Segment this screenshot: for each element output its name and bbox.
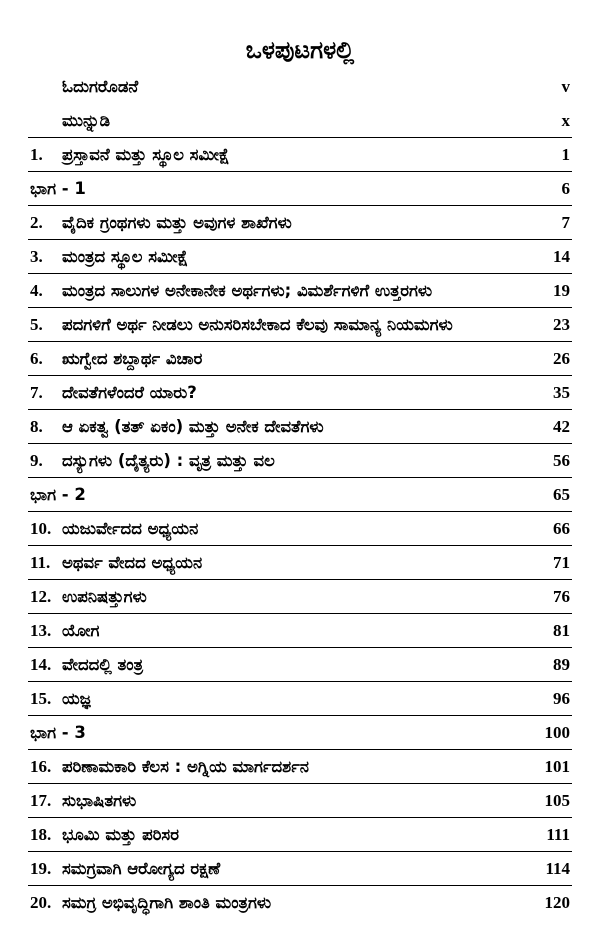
toc-page-number: 76 (553, 587, 570, 606)
toc-page-number: 7 (561, 213, 570, 232)
toc-entry-title: ಋಗ್ವೇದ ಶಬ್ದಾರ್ಥ ವಿಚಾರ (62, 349, 203, 368)
toc-page-number: 14 (553, 247, 570, 266)
toc-entry-number: 1. (30, 145, 43, 164)
toc-page-number: 111 (546, 825, 570, 844)
toc-entry-number: 9. (30, 451, 43, 470)
toc-entry-title: ಪದಗಳಿಗೆ ಅರ್ಥ ನೀಡಲು ಅನುಸರಿಸಬೇಕಾದ ಕೆಲವು ಸಾಮಾನ್ಯ ನಿಯಮಗಳು (62, 315, 453, 334)
toc-entry-number: 15. (30, 689, 52, 708)
toc-entry-number: 4. (30, 281, 43, 300)
toc-page-number: 81 (553, 621, 570, 640)
toc-entry-title: ಆ ಏಕತ್ವ (ತತ್ ಏಕಂ) ಮತ್ತು ಅನೇಕ ದೇವತೆಗಳು (62, 417, 324, 436)
toc-entry-title: ಉಪನಿಷತ್ತುಗಳು (62, 587, 147, 606)
toc-entry-title: ದೇವತೆಗಳೆಂದರೆ ಯಾರು? (62, 383, 197, 402)
toc-entry-number: 20. (30, 893, 52, 912)
toc-entry-title: ಯೋಗ (62, 621, 100, 640)
toc-entry-number: 12. (30, 587, 52, 606)
toc-page-number: 105 (544, 791, 570, 810)
toc-page-number: 19 (553, 281, 570, 300)
toc-entry (0, 852, 600, 886)
toc-page-number: 56 (553, 451, 570, 470)
toc-entry (0, 410, 600, 444)
toc-entry-title: ಪರಿಣಾಮಕಾರಿ ಕೆಲಸ : ಅಗ್ನಿಯ ಮಾರ್ಗದರ್ಶನ (62, 757, 309, 776)
toc-entry (0, 512, 600, 546)
toc-part-label: ಭಾಗ - 1 (30, 179, 86, 198)
toc-entry (0, 104, 600, 138)
toc-page-number: 23 (553, 315, 570, 334)
toc-page-number: 1 (561, 145, 570, 164)
toc-entry-title: ಸಮಗ್ರವಾಗಿ ಆರೋಗ್ಯದ ರಕ್ಷಣೆ (62, 859, 221, 878)
toc-entry (0, 70, 600, 104)
toc-entry (0, 546, 600, 580)
toc-entry (0, 682, 600, 716)
toc-page-number: 26 (553, 349, 570, 368)
toc-entry (0, 444, 600, 478)
toc-entry-title: ಮಂತ್ರದ ಸಾಲುಗಳ ಅನೇಕಾನೇಕ ಅರ್ಥಗಳು; ವಿಮರ್ಶೆಗಳಿಗೆ ಉತ್ತರಗಳು (62, 281, 433, 300)
toc-entry-title: ಸಮಗ್ರ ಅಭಿವೃದ್ಧಿಗಾಗಿ ಶಾಂತಿ ಮಂತ್ರಗಳು (62, 893, 272, 912)
toc-entry-number: 8. (30, 417, 43, 436)
toc-entry (0, 784, 600, 818)
toc-page-number: 71 (553, 553, 570, 572)
toc-entry-number: 2. (30, 213, 43, 232)
toc-entry (0, 886, 600, 920)
toc-entry-title: ಓದುಗರೊಡನೆ (62, 77, 139, 96)
toc-entry-title: ಅಥರ್ವ ವೇದದ ಅಧ್ಯಯನ (62, 553, 203, 572)
toc-entry-title: ವೇದದಲ್ಲಿ ತಂತ್ರ (62, 655, 144, 674)
toc-entry (0, 376, 600, 410)
toc-entry (0, 206, 600, 240)
toc-page-number: v (561, 77, 570, 96)
toc-page-number: 89 (553, 655, 570, 674)
toc-page-number: 120 (544, 893, 570, 912)
toc-entry (0, 342, 600, 376)
toc-entry-title: ಪ್ರಸ್ತಾವನೆ ಮತ್ತು ಸ್ಥೂಲ ಸಮೀಕ್ಷೆ (62, 145, 230, 164)
toc-entry (0, 138, 600, 172)
toc-page-number: 101 (544, 757, 570, 776)
toc-entry-title: ದಸ್ಯುಗಳು (ದೈತ್ಯರು) : ವೃತ್ರ ಮತ್ತು ವಲ (62, 451, 275, 470)
page-title: ಒಳಪುಟಗಳಲ್ಲಿ (245, 36, 355, 64)
toc-entry-title: ವೈದಿಕ ಗ್ರಂಥಗಳು ಮತ್ತು ಅವುಗಳ ಶಾಖೆಗಳು (62, 213, 292, 232)
toc-entry (0, 308, 600, 342)
toc-entry-title: ಭೂಮಿ ಮತ್ತು ಪರಿಸರ (62, 825, 179, 844)
toc-part-label: ಭಾಗ - 2 (30, 485, 86, 504)
toc-entry (0, 648, 600, 682)
toc-page-number: 35 (553, 383, 570, 402)
toc-entry-title: ಸುಭಾಷಿತಗಳು (62, 791, 137, 810)
toc-entry (0, 580, 600, 614)
toc-page-number: 65 (553, 485, 570, 504)
toc-part-heading (0, 172, 600, 206)
toc-entry-number: 3. (30, 247, 43, 266)
toc-entry-number: 17. (30, 791, 52, 810)
toc-entry-number: 10. (30, 519, 52, 538)
toc-entry-number: 11. (30, 553, 51, 572)
toc-entry-title: ಮುನ್ನುಡಿ (62, 111, 110, 130)
toc-page-number: 6 (561, 179, 570, 198)
toc-page-number: 114 (545, 859, 570, 878)
toc-entry-title: ಯಜ್ಞ (62, 689, 91, 708)
toc-entry (0, 614, 600, 648)
toc-page-number: 42 (553, 417, 570, 436)
toc-entry-number: 5. (30, 315, 43, 334)
toc-entry-number: 7. (30, 383, 43, 402)
toc-entry-number: 18. (30, 825, 52, 844)
toc-page-number: 96 (553, 689, 570, 708)
toc-entry (0, 818, 600, 852)
toc-entry (0, 750, 600, 784)
toc-entry-title: ಮಂತ್ರದ ಸ್ಥೂಲ ಸಮೀಕ್ಷೆ (62, 247, 189, 266)
toc-list (0, 70, 600, 920)
toc-entry (0, 274, 600, 308)
toc-entry-number: 19. (30, 859, 52, 878)
toc-page-number: 66 (553, 519, 570, 538)
toc-page-number: x (561, 111, 570, 130)
toc-entry-number: 13. (30, 621, 52, 640)
toc-entry-number: 14. (30, 655, 52, 674)
toc-part-heading (0, 716, 600, 750)
toc-entry-number: 16. (30, 757, 52, 776)
toc-entry (0, 240, 600, 274)
toc-part-label: ಭಾಗ - 3 (30, 723, 86, 742)
toc-entry-number: 6. (30, 349, 43, 368)
toc-page-number: 100 (544, 723, 570, 742)
toc-part-heading (0, 478, 600, 512)
toc-entry-title: ಯಜುರ್ವೇದದ ಅಧ್ಯಯನ (62, 519, 199, 538)
